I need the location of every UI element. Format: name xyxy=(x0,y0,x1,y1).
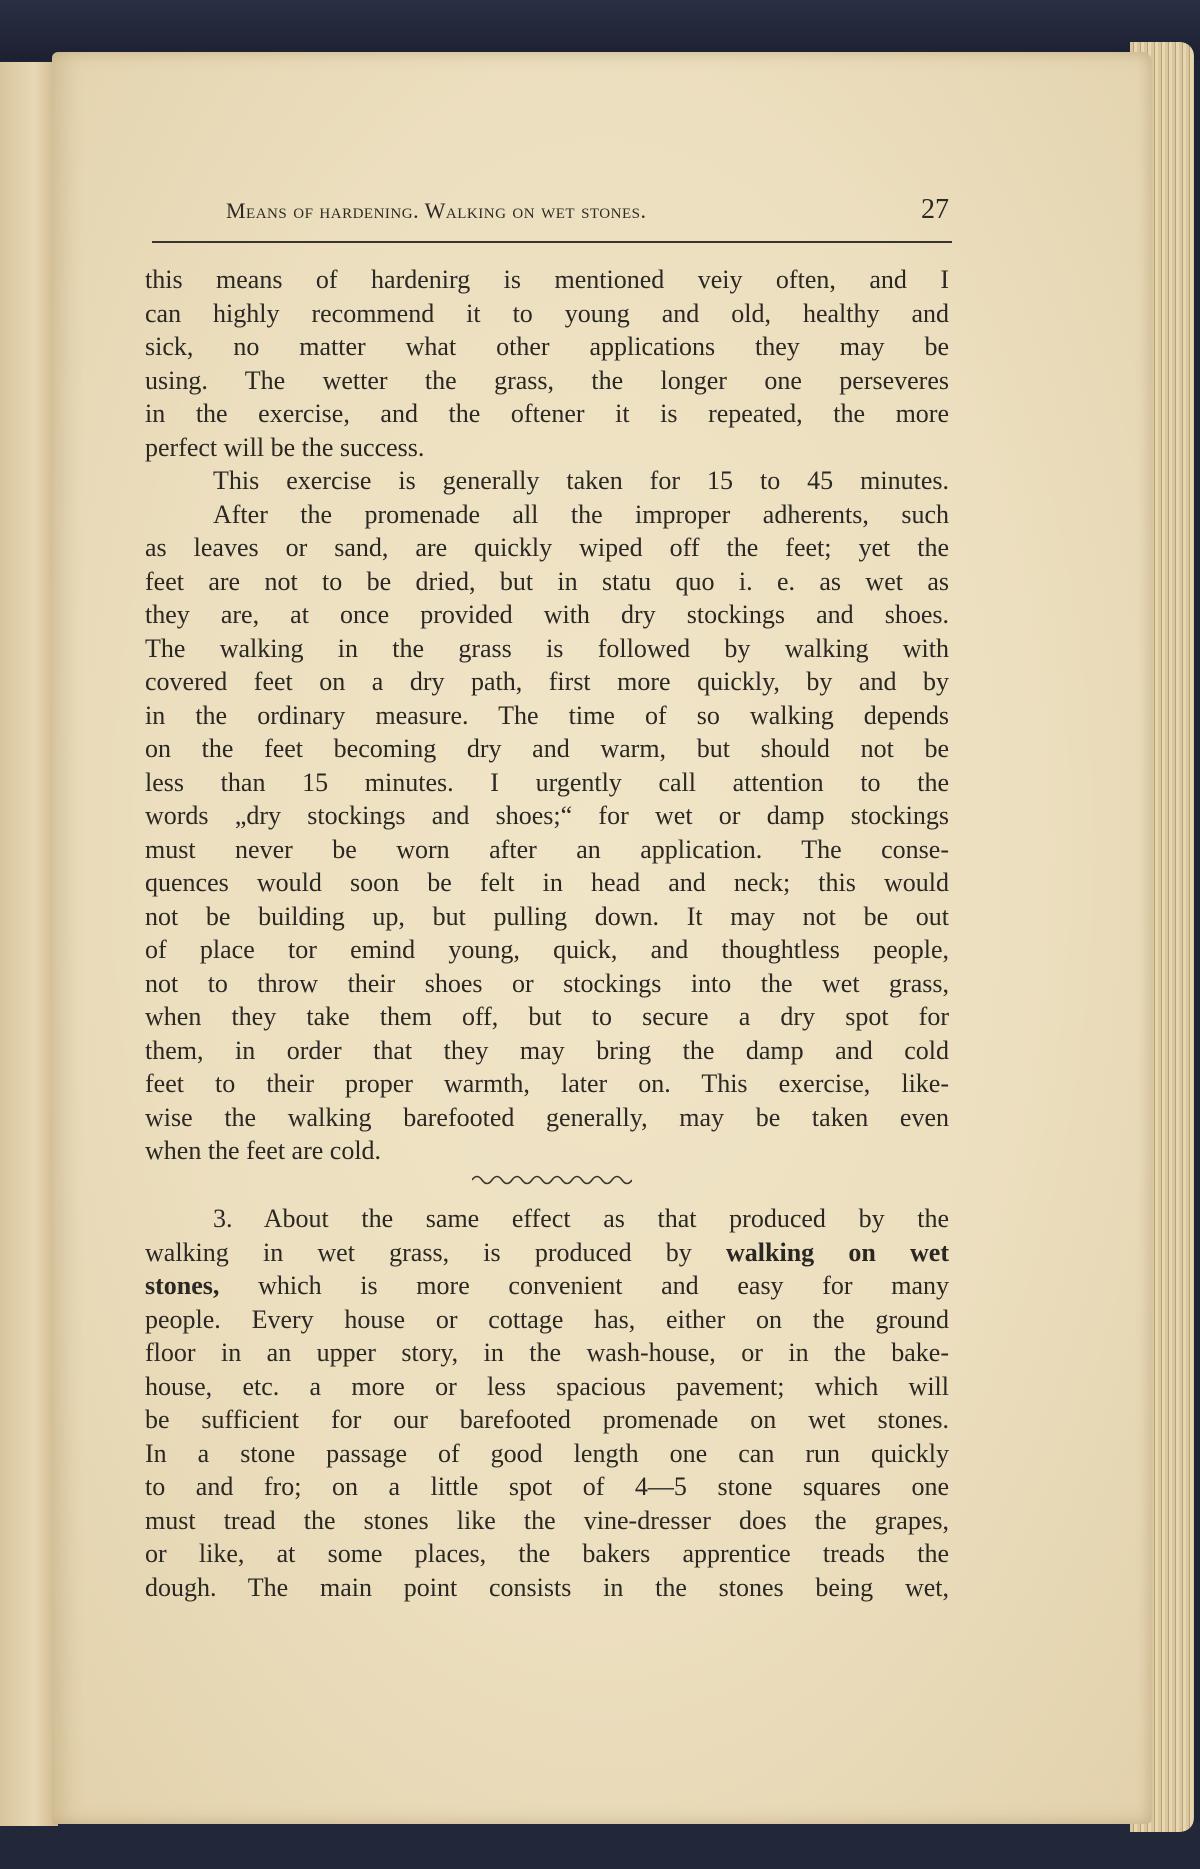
line-text: walking in wet grass, is produced by xyxy=(145,1237,727,1267)
text-line xyxy=(145,263,949,297)
text-line xyxy=(145,1303,949,1337)
text-line xyxy=(145,431,949,465)
line-text: this means of hardenirg is mentioned veiy often, and I xyxy=(145,265,949,294)
line-text: This exercise is generally taken for 15 to 45 minutes. xyxy=(213,466,949,495)
wavy-separator-ornament xyxy=(472,1172,632,1186)
text-line xyxy=(145,598,949,632)
line-text: dough. The main point consists in the stones being wet, xyxy=(145,1572,949,1602)
line-text: when they take them off, but to secure a dry spot for xyxy=(145,1002,949,1031)
bold-text: walking on wet xyxy=(726,1237,950,1267)
line-text: words „dry stockings and shoes;“ for wet or damp stockings xyxy=(145,801,949,830)
running-title: Means of hardening. Walking on wet stones. xyxy=(226,198,647,223)
text-line xyxy=(145,665,949,699)
line-text: wise the walking barefooted generally, may be taken even xyxy=(145,1102,949,1132)
text-line xyxy=(145,1336,949,1370)
line-text: quences would soon be felt in head and neck; this would xyxy=(145,868,949,897)
text-line xyxy=(145,766,949,800)
line-text: house, etc. a more or less spacious pavement; which will xyxy=(145,1371,949,1401)
text-line xyxy=(145,565,949,599)
text-line xyxy=(145,531,949,565)
line-text: to and fro; on a little spot of 4—5 stone squares one xyxy=(145,1472,949,1501)
line-text: covered feet on a dry path, first more quickly, by and by xyxy=(145,667,949,696)
text-line xyxy=(145,1101,949,1135)
text-line xyxy=(145,1134,949,1168)
text-line xyxy=(145,498,949,532)
line-text: which is more convenient and easy for many xyxy=(219,1271,949,1300)
line-text: or like, at some places, the bakers apprentice treads the xyxy=(145,1539,949,1568)
line-text: they are, at once provided with dry stockings and shoes. xyxy=(145,600,949,629)
text-line xyxy=(145,297,949,331)
text-line xyxy=(145,833,949,867)
line-text: on the feet becoming dry and warm, but should not be xyxy=(145,734,949,763)
text-line xyxy=(145,1470,949,1504)
left-page-edge xyxy=(0,62,58,1826)
line-text: sick, no matter what other applications they may be xyxy=(145,332,949,361)
line-text: The walking in the grass is followed by walking with xyxy=(145,633,949,663)
line-text: not be building up, but pulling down. It may not be out xyxy=(145,901,949,931)
text-line xyxy=(145,1537,949,1571)
text-line xyxy=(145,1504,949,1538)
line-text: feet are not to be dried, but in statu quo i. e. as wet as xyxy=(145,566,949,596)
line-text: In a stone passage of good length one can run quickly xyxy=(145,1438,949,1468)
text-line xyxy=(145,364,949,398)
text-line xyxy=(145,1437,949,1471)
text-line xyxy=(145,464,949,498)
book-cover-top xyxy=(0,0,1200,60)
text-line xyxy=(145,699,949,733)
text-line xyxy=(145,866,949,900)
line-text: perfect will be the success. xyxy=(145,432,425,462)
line-text: 3. About the same effect as that produced by the xyxy=(213,1204,949,1233)
line-text: less than 15 minutes. I urgently call attention to the xyxy=(145,767,949,797)
line-text: them, in order that they may bring the damp and cold xyxy=(145,1035,949,1065)
line-text: as leaves or sand, are quickly wiped off the feet; yet the xyxy=(145,533,949,562)
text-line xyxy=(145,900,949,934)
line-text: be sufficient for our barefooted promenade on wet stones. xyxy=(145,1405,949,1434)
text-line xyxy=(145,1034,949,1068)
line-text: using. The wetter the grass, the longer one perseveres xyxy=(145,365,949,395)
text-line xyxy=(145,1571,949,1605)
line-text: not to throw their shoes or stockings into the wet grass, xyxy=(145,968,949,998)
text-line xyxy=(145,1403,949,1437)
text-line xyxy=(145,1269,949,1303)
line-text: when the feet are cold. xyxy=(145,1136,382,1165)
text-line xyxy=(145,967,949,1001)
page-number: 27 xyxy=(921,194,949,225)
text-line xyxy=(145,330,949,364)
line-text: people. Every house or cottage has, either on the ground xyxy=(145,1304,949,1334)
line-text: of place tor emind young, quick, and thoughtless people, xyxy=(145,935,949,964)
line-text: must never be worn after an application. The conse- xyxy=(145,834,949,864)
text-line xyxy=(145,1067,949,1101)
text-line xyxy=(145,1236,949,1270)
text-line xyxy=(145,799,949,833)
line-text: must tread the stones like the vine-dresser does the grapes, xyxy=(145,1505,949,1535)
book-cover-bottom xyxy=(0,1822,1200,1869)
text-line xyxy=(145,1202,949,1236)
line-text: floor in an upper story, in the wash-house, or in the bake- xyxy=(145,1338,949,1367)
header-rule xyxy=(152,241,952,243)
text-block-1 xyxy=(145,263,949,1168)
line-text: in the ordinary measure. The time of so walking depends xyxy=(145,700,949,730)
line-text: in the exercise, and the oftener it is repeated, the more xyxy=(145,399,949,428)
text-line xyxy=(145,632,949,666)
text-line xyxy=(145,1370,949,1404)
text-line xyxy=(145,1000,949,1034)
text-block-2 xyxy=(145,1202,949,1604)
bold-text: stones, xyxy=(145,1271,220,1300)
running-header xyxy=(145,194,949,232)
line-text: After the promenade all the improper adherents, such xyxy=(213,499,949,529)
text-line xyxy=(145,933,949,967)
text-line xyxy=(145,732,949,766)
line-text: can highly recommend it to young and old, healthy and xyxy=(145,298,949,328)
line-text: feet to their proper warmth, later on. This exercise, like- xyxy=(145,1069,949,1098)
text-line xyxy=(145,397,949,431)
